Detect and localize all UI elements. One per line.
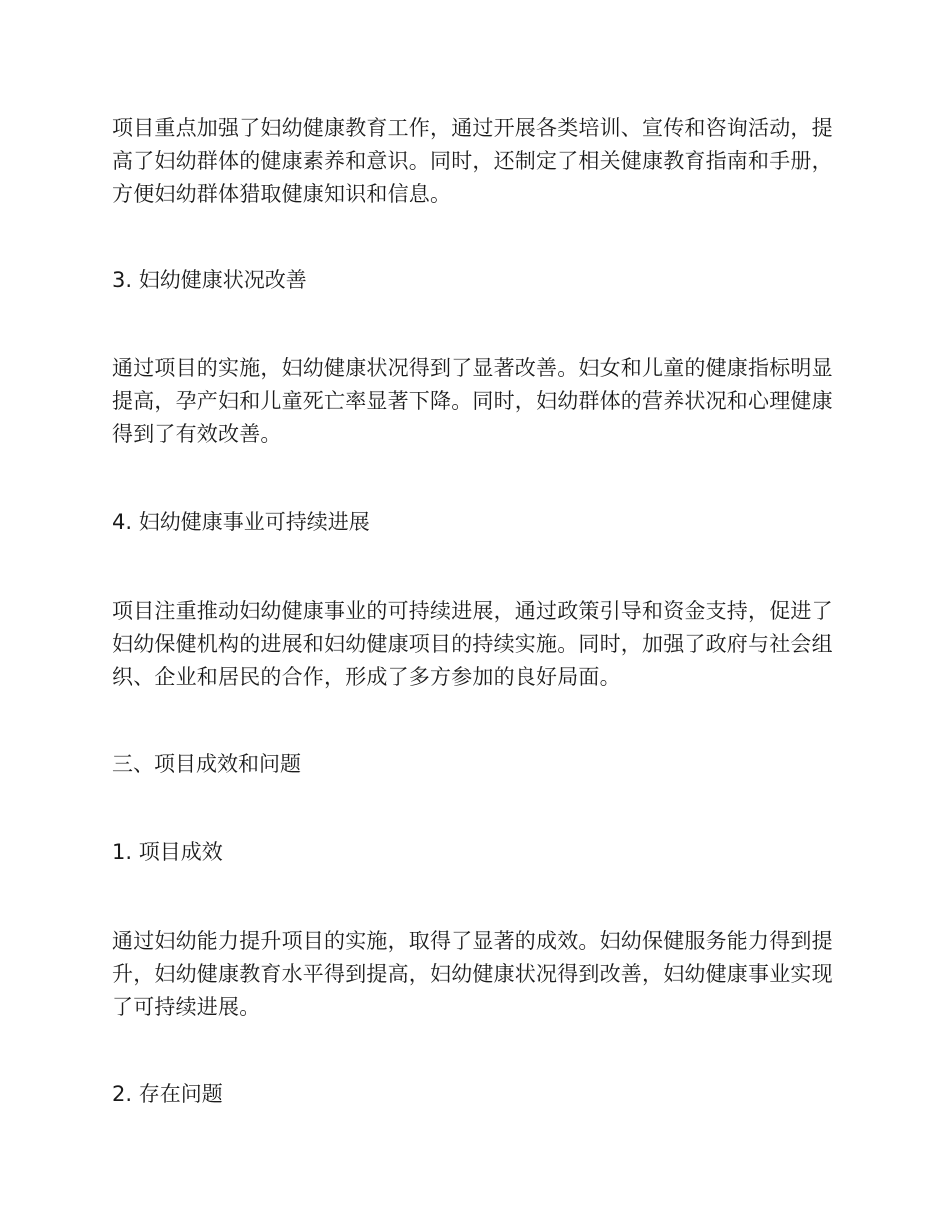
heading-project-results: 1. 项目成效	[112, 840, 223, 864]
heading-sustainable-development: 4. 妇幼健康事业可持续进展	[112, 510, 370, 534]
paragraph-project-results: 通过妇幼能力提升项目的实施，取得了显著的成效。妇幼保健服务能力得到提升，妇幼健康教育水平得到提高，妇幼健康状况得到改善，妇幼健康事业实现了可持续进展。	[112, 929, 833, 1019]
paragraph-sustainable-development: 项目注重推动妇幼健康事业的可持续进展，通过政策引导和资金支持，促进了妇幼保健机构的进展和妇幼健康项目的持续实施。同时，加强了政府与社会组织、企业和居民的合作，形成了多方参加的良好局面。	[112, 599, 833, 689]
heading-health-status: 3. 妇幼健康状况改善	[112, 268, 307, 292]
paragraph-health-status: 通过项目的实施，妇幼健康状况得到了显著改善。妇女和儿童的健康指标明显提高，孕产妇和儿童死亡率显著下降。同时，妇幼群体的营养状况和心理健康得到了有效改善。	[112, 356, 833, 446]
section-heading-results-and-issues: 三、项目成效和问题	[112, 752, 301, 776]
heading-existing-issues: 2. 存在问题	[112, 1082, 223, 1106]
paragraph-health-education: 项目重点加强了妇幼健康教育工作，通过开展各类培训、宣传和咨询活动，提高了妇幼群体的健康素养和意识。同时，还制定了相关健康教育指南和手册，方便妇幼群体猎取健康知识和信息。	[112, 116, 833, 206]
